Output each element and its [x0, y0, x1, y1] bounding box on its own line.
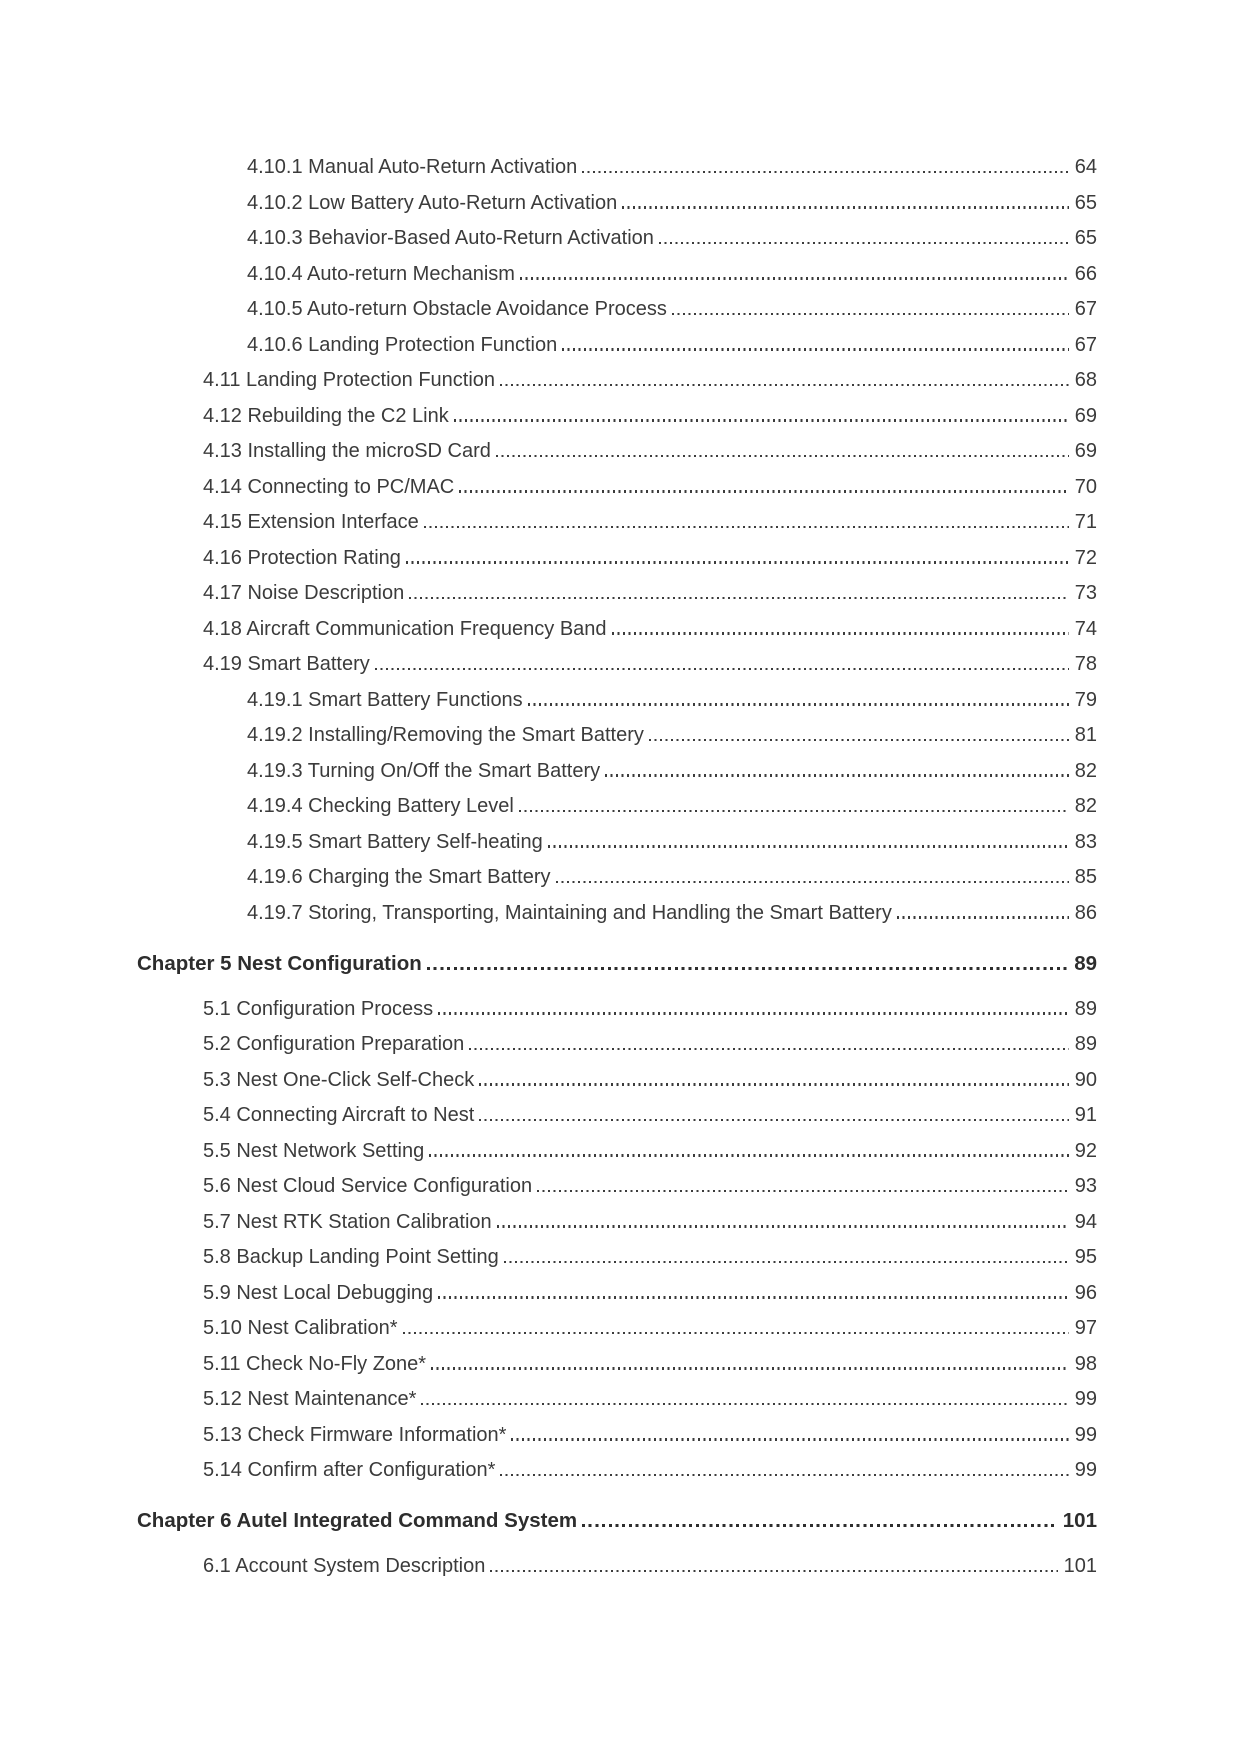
toc-entry-label: 4.10.1 Manual Auto-Return Activation	[247, 156, 578, 178]
toc-entry-label: 4.12 Rebuilding the C2 Link	[203, 404, 449, 427]
toc-entry-label: 4.16 Protection Rating	[203, 546, 401, 569]
dot-leader	[375, 668, 1069, 671]
dot-leader	[438, 1012, 1069, 1015]
toc-entry-row[interactable]	[137, 186, 1097, 222]
toc-entry-row[interactable]	[137, 399, 1097, 435]
toc-entry-page: 73	[1074, 582, 1097, 604]
toc-entry-label: 4.19.1 Smart Battery Functions	[247, 688, 523, 711]
toc-entry-page: 81	[1074, 724, 1097, 746]
dot-leader	[424, 526, 1069, 529]
toc-entry-page: 72	[1074, 546, 1097, 569]
toc-entry-label: 5.14 Confirm after Configuration*	[203, 1459, 496, 1481]
toc-entry-label: 4.10.2 Low Battery Auto-Return Activation	[247, 191, 618, 214]
dot-leader	[497, 1225, 1069, 1228]
toc-entry-row[interactable]	[137, 150, 1097, 186]
toc-entry-page: 69	[1074, 440, 1097, 462]
dot-leader	[649, 739, 1069, 742]
toc-entry-label: 4.17 Noise Description	[203, 582, 405, 604]
toc-entry-row[interactable]	[137, 825, 1097, 861]
toc-entry-label: 4.10.5 Auto-return Obstacle Avoidance Process	[247, 298, 667, 320]
toc-entry-label: 4.10.6 Landing Protection Function	[247, 333, 558, 356]
toc-entry-label: 5.8 Backup Landing Point Setting	[203, 1246, 499, 1268]
toc-entry-row[interactable]	[137, 1134, 1097, 1170]
toc-chapter-label: Chapter 6 Autel Integrated Command System	[137, 1509, 578, 1532]
toc-entry-row[interactable]	[137, 683, 1097, 719]
toc-entry-page: 91	[1074, 1104, 1097, 1126]
toc-entry-label: 4.19.6 Charging the Smart Battery	[247, 866, 551, 888]
toc-entry-row[interactable]	[137, 896, 1097, 932]
dot-leader	[403, 1332, 1069, 1335]
dot-leader	[406, 561, 1069, 564]
toc-entry-row[interactable]	[137, 1453, 1097, 1489]
toc-entry-page: 101	[1063, 1555, 1097, 1577]
toc-entry-label: 5.6 Nest Cloud Service Configuration	[203, 1175, 533, 1197]
toc-entry-row[interactable]	[137, 363, 1097, 399]
toc-entry-label: 4.19.5 Smart Battery Self-heating	[247, 830, 543, 853]
toc-entry-page: 97	[1074, 1317, 1097, 1339]
toc-entry-row[interactable]	[137, 292, 1097, 328]
dot-leader	[520, 277, 1069, 280]
dot-leader	[459, 490, 1069, 493]
toc-entry-row[interactable]	[137, 257, 1097, 293]
toc-entry-label: 4.19.4 Checking Battery Level	[247, 795, 514, 817]
dot-leader	[504, 1261, 1069, 1264]
toc-entry-page: 98	[1074, 1352, 1097, 1375]
toc-entry-page: 101	[1062, 1509, 1097, 1532]
toc-entry-page: 86	[1074, 901, 1097, 924]
toc-entry-row[interactable]	[137, 612, 1097, 648]
toc-entry-label: 4.13 Installing the microSD Card	[203, 440, 491, 462]
dot-leader	[469, 1048, 1068, 1051]
toc-entry-row[interactable]	[137, 470, 1097, 506]
toc-entry-page: 66	[1074, 262, 1097, 285]
toc-entry-page: 99	[1074, 1459, 1097, 1481]
dot-leader	[500, 1474, 1068, 1477]
toc-entry-page: 96	[1074, 1281, 1097, 1304]
toc-entry-page: 82	[1074, 759, 1097, 782]
toc-entry-row[interactable]	[137, 1418, 1097, 1454]
toc-entry-label: 5.2 Configuration Preparation	[203, 1033, 465, 1055]
dot-leader	[409, 597, 1069, 600]
dot-leader	[582, 1524, 1057, 1527]
dot-leader	[479, 1083, 1069, 1086]
toc-chapter-label: Chapter 5 Nest Configuration	[137, 951, 422, 975]
toc-entry-row[interactable]	[137, 1240, 1097, 1276]
toc-entry-row[interactable]	[137, 1027, 1097, 1063]
toc-entry-label: 4.19.2 Installing/Removing the Smart Battery	[247, 724, 644, 746]
toc-entry-row[interactable]	[137, 754, 1097, 790]
toc-entry-page: 92	[1074, 1139, 1097, 1162]
dot-leader	[490, 1570, 1057, 1573]
toc-entry-label: 5.3 Nest One-Click Self-Check	[203, 1068, 475, 1091]
toc-entry-page: 71	[1074, 511, 1097, 533]
dot-leader	[429, 1154, 1069, 1157]
toc-entry-label: 5.10 Nest Calibration*	[203, 1317, 398, 1339]
toc-entry-page: 67	[1074, 298, 1097, 320]
toc-entry-page: 94	[1074, 1210, 1097, 1233]
dot-leader	[548, 845, 1069, 848]
toc-entry-label: 5.1 Configuration Process	[203, 997, 434, 1020]
toc-entry-page: 74	[1074, 617, 1097, 640]
dot-leader	[427, 967, 1068, 970]
dot-leader	[500, 384, 1069, 387]
toc-entry-row[interactable]	[137, 789, 1097, 825]
dot-leader	[537, 1190, 1069, 1193]
dot-leader	[556, 881, 1069, 884]
toc-entry-page: 83	[1074, 830, 1097, 853]
dot-leader	[897, 916, 1069, 919]
dot-leader	[511, 1438, 1068, 1441]
dot-leader	[454, 419, 1069, 422]
toc-entry-row[interactable]	[137, 1549, 1097, 1585]
toc-entry-row[interactable]	[137, 328, 1097, 364]
dot-leader	[528, 703, 1069, 706]
dot-leader	[582, 171, 1069, 174]
dot-leader	[562, 348, 1069, 351]
dot-leader	[622, 206, 1069, 209]
toc-entry-page: 79	[1074, 688, 1097, 711]
toc-entry-row[interactable]	[137, 434, 1097, 470]
toc-entry-row[interactable]	[137, 860, 1097, 896]
toc-entry-row[interactable]	[137, 1205, 1097, 1241]
toc-entry-page: 99	[1074, 1388, 1097, 1410]
dot-leader	[612, 632, 1069, 635]
toc-entry-page: 82	[1074, 795, 1097, 817]
dot-leader	[672, 313, 1069, 316]
toc-entry-page: 65	[1074, 227, 1097, 249]
toc-entry-row[interactable]	[137, 1169, 1097, 1205]
toc-entry-page: 64	[1074, 156, 1097, 178]
table-of-contents	[137, 150, 1097, 1585]
toc-entry-label: 4.18 Aircraft Communication Frequency Band	[203, 617, 607, 640]
toc-entry-label: 5.11 Check No-Fly Zone*	[203, 1352, 427, 1375]
toc-chapter-row[interactable]	[137, 1503, 1097, 1539]
toc-entry-label: 4.19 Smart Battery	[203, 653, 370, 675]
toc-entry-page: 89	[1074, 951, 1097, 975]
toc-chapter-row[interactable]	[137, 946, 1097, 982]
toc-entry-page: 69	[1074, 404, 1097, 427]
toc-entry-row[interactable]	[137, 1347, 1097, 1383]
dot-leader	[479, 1119, 1069, 1122]
toc-entry-page: 78	[1074, 653, 1097, 675]
toc-entry-label: 5.12 Nest Maintenance*	[203, 1388, 417, 1410]
toc-entry-row[interactable]	[137, 1063, 1097, 1099]
toc-entry-label: 6.1 Account System Description	[203, 1555, 486, 1577]
toc-entry-page: 89	[1074, 1033, 1097, 1055]
dot-leader	[431, 1367, 1069, 1370]
toc-entry-row[interactable]	[137, 576, 1097, 612]
toc-entry-page: 95	[1074, 1246, 1097, 1268]
toc-entry-row[interactable]	[137, 718, 1097, 754]
toc-entry-row[interactable]	[137, 221, 1097, 257]
toc-entry-label: 5.5 Nest Network Setting	[203, 1139, 425, 1162]
toc-entry-label: 4.15 Extension Interface	[203, 511, 419, 533]
toc-entry-row[interactable]	[137, 647, 1097, 683]
toc-entry-page: 89	[1074, 997, 1097, 1020]
toc-entry-label: 4.10.3 Behavior-Based Auto-Return Activation	[247, 227, 654, 249]
dot-leader	[605, 774, 1069, 777]
toc-entry-label: 5.7 Nest RTK Station Calibration	[203, 1210, 492, 1233]
toc-entry-label: 4.11 Landing Protection Function	[203, 369, 496, 391]
dot-leader	[421, 1403, 1068, 1406]
toc-entry-label: 4.10.4 Auto-return Mechanism	[247, 262, 515, 285]
toc-entry-row[interactable]	[137, 1098, 1097, 1134]
dot-leader	[438, 1296, 1069, 1299]
toc-entry-page: 70	[1074, 475, 1097, 498]
toc-entry-label: 5.4 Connecting Aircraft to Nest	[203, 1104, 475, 1126]
dot-leader	[496, 455, 1069, 458]
toc-entry-label: 4.19.3 Turning On/Off the Smart Battery	[247, 759, 601, 782]
toc-entry-page: 67	[1074, 333, 1097, 356]
toc-entry-label: 4.14 Connecting to PC/MAC	[203, 475, 455, 498]
toc-entry-row[interactable]	[137, 505, 1097, 541]
toc-entry-page: 68	[1074, 369, 1097, 391]
toc-entry-page: 93	[1074, 1175, 1097, 1197]
dot-leader	[519, 810, 1069, 813]
toc-entry-label: 4.19.7 Storing, Transporting, Maintaining and Handling the Smart Battery	[247, 901, 892, 924]
toc-entry-row[interactable]	[137, 1311, 1097, 1347]
toc-entry-label: 5.13 Check Firmware Information*	[203, 1423, 507, 1446]
toc-entry-page: 90	[1074, 1068, 1097, 1091]
dot-leader	[659, 242, 1069, 245]
toc-entry-page: 99	[1074, 1423, 1097, 1446]
toc-entry-row[interactable]	[137, 1382, 1097, 1418]
toc-entry-page: 85	[1074, 866, 1097, 888]
toc-entry-row[interactable]	[137, 1276, 1097, 1312]
toc-entry-row[interactable]	[137, 541, 1097, 577]
toc-entry-row[interactable]	[137, 992, 1097, 1028]
toc-entry-label: 5.9 Nest Local Debugging	[203, 1281, 434, 1304]
toc-entry-page: 65	[1074, 191, 1097, 214]
